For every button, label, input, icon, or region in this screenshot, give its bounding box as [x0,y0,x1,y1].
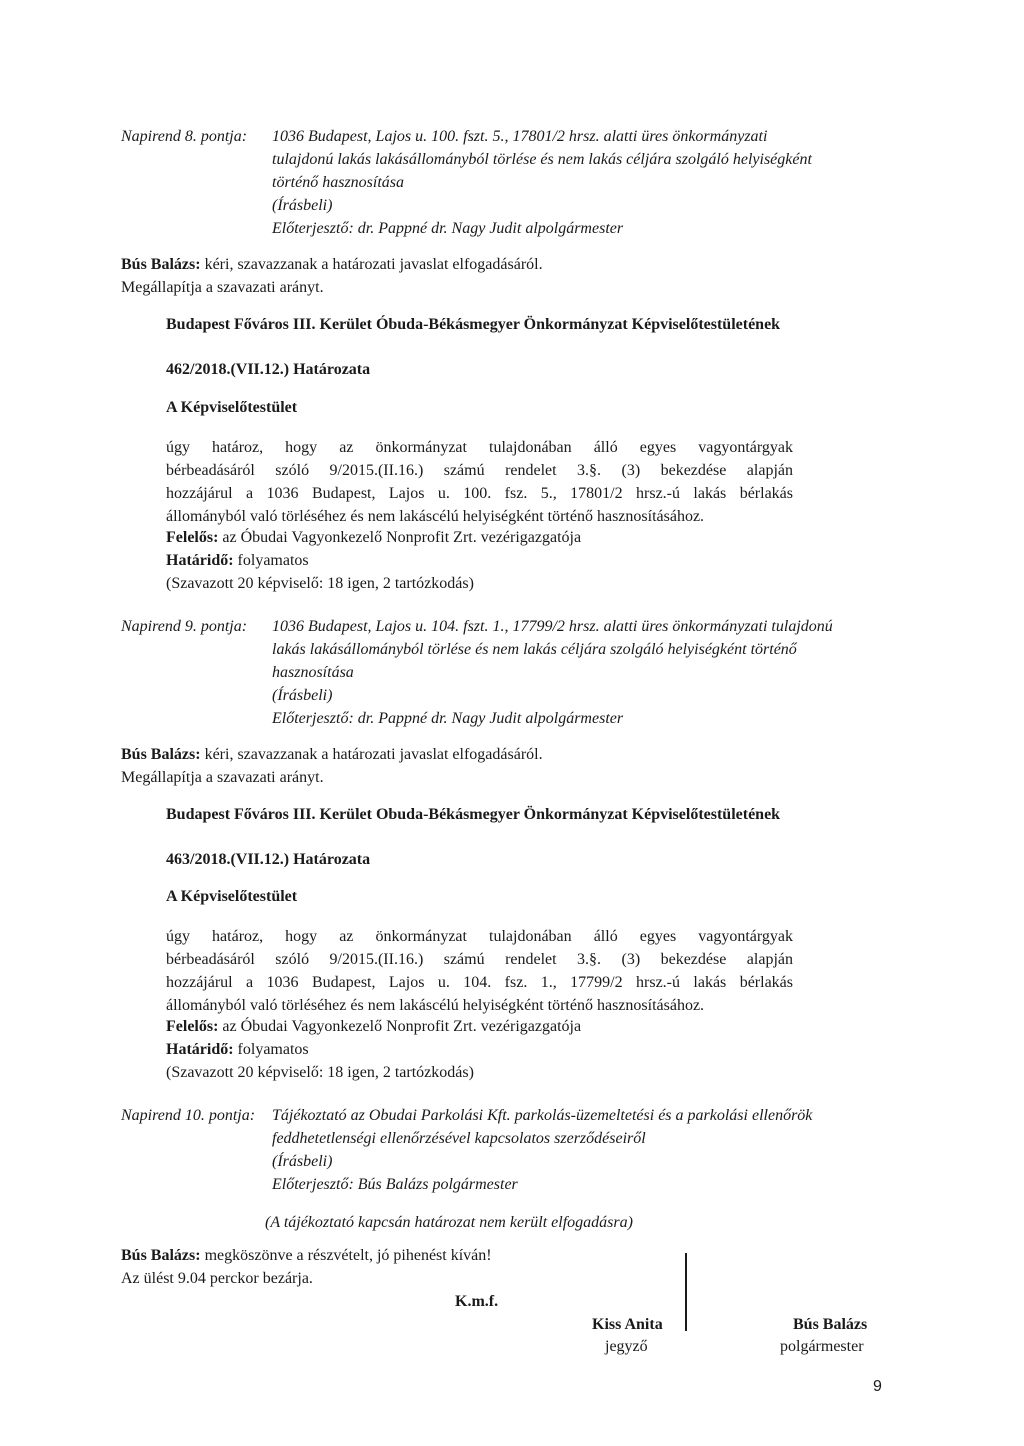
agenda-label: Napirend 8. pontja: [121,128,248,145]
responsible-line [166,529,581,547]
agenda-title-line: Tájékoztató az Obudai Parkolási Kft. parkolás-üzemeltetési és a parkolási ellenőrök [272,1107,813,1124]
deadline-value: folyamatos [237,1041,309,1058]
body-heading: Budapest Főváros III. Kerület Obuda-Békásmegyer Önkormányzat Képviselőtestületének [166,806,781,823]
signer-right-name: Bús Balázs [793,1316,868,1333]
speaker-name: Bús Balázs: [121,1247,201,1264]
speaker-text: kéri, szavazzanak a határozati javaslat elfogadásáról. [204,256,543,273]
vote-result: (Szavazott 20 képviselő: 18 igen, 2 tartózkodás) [166,1064,474,1081]
signer-right-title: polgármester [780,1338,864,1355]
decision-line: állományból való törléséhez és nem lakáscélú helyiségként történő hasznosításához. [166,508,705,525]
resolution-number: 462/2018.(VII.12.) Határozata [166,361,371,378]
body-heading: Budapest Főváros III. Kerület Óbuda-Békásmegyer Önkormányzat Képviselőtestületének [166,316,781,333]
council-heading: A Képviselőtestület [166,888,298,905]
resolution-number: 463/2018.(VII.12.) Határozata [166,851,371,868]
item-note: (A tájékoztató kapcsán határozat nem került elfogadásra) [265,1214,633,1231]
council-heading: A Képviselőtestület [166,399,298,416]
vote-result: (Szavazott 20 képviselő: 18 igen, 2 tartózkodás) [166,575,474,592]
vote-note: Megállapítja a szavazati arányt. [121,279,324,296]
closing-line: Az ülést 9.04 perckor bezárja. [121,1270,313,1287]
agenda-title-line: 1036 Budapest, Lajos u. 100. fszt. 5., 17801/2 hrsz. alatti üres önkormányzati [272,128,768,145]
presenter: Előterjesztő: dr. Pappné dr. Nagy Judit alpolgármester [272,710,624,727]
signer-left-name: Kiss Anita [592,1316,663,1333]
speaker-line [121,256,543,274]
speaker-text: megköszönve a részvételt, jó pihenést kíván! [204,1247,492,1264]
decision-line: bérbeadásáról szóló 9/2015.(II.16.) számú rendelet 3.§. (3) bekezdése alapján [166,462,793,479]
vote-note: Megállapítja a szavazati arányt. [121,769,324,786]
decision-line: úgy határoz, hogy az önkormányzat tulajdonában álló egyes vagyontárgyak [166,928,793,945]
kmf-label: K.m.f. [455,1293,499,1310]
signature-divider [685,1253,687,1331]
signer-left-title: jegyző [605,1338,648,1355]
speaker-text: kéri, szavazzanak a határozati javaslat elfogadásáról. [204,746,543,763]
agenda-title-line: történő hasznosítása [272,174,405,191]
deadline-line [166,1041,309,1059]
closing-speaker-line [121,1247,492,1265]
decision-line: hozzájárul a 1036 Budapest, Lajos u. 104. fsz. 1., 17799/2 hrsz.-ú lakás bérlakás [166,974,793,991]
written-note: (Írásbeli) [272,1153,333,1170]
deadline-value: folyamatos [237,552,309,569]
speaker-name: Bús Balázs: [121,256,201,273]
responsible-value: az Óbudai Vagyonkezelő Nonprofit Zrt. vezérigazgatója [222,1018,582,1035]
written-note: (Írásbeli) [272,687,333,704]
agenda-label: Napirend 10. pontja: [121,1107,256,1124]
agenda-title-line: tulajdonú lakás lakásállományból törlése és nem lakás céljára szolgáló helyiségként [272,151,812,168]
responsible-value: az Óbudai Vagyonkezelő Nonprofit Zrt. vezérigazgatója [222,529,582,546]
decision-line: hozzájárul a 1036 Budapest, Lajos u. 100. fsz. 5., 17801/2 hrsz.-ú lakás bérlakás [166,485,793,502]
deadline-label: Határidő: [166,552,234,569]
agenda-title-line: lakás lakásállományból törlése és nem lakás céljára szolgáló helyiségként történő [272,641,797,658]
page-number: 9 [873,1378,882,1395]
speaker-line [121,746,543,764]
responsible-label: Felelős: [166,1018,219,1035]
presenter: Előterjesztő: dr. Pappné dr. Nagy Judit alpolgármester [272,220,624,237]
agenda-title-line: hasznosítása [272,664,354,681]
speaker-name: Bús Balázs: [121,746,201,763]
deadline-line [166,552,309,570]
agenda-title-line: 1036 Budapest, Lajos u. 104. fszt. 1., 17799/2 hrsz. alatti üres önkormányzati tulajdonú [272,618,833,635]
agenda-label: Napirend 9. pontja: [121,618,248,635]
deadline-label: Határidő: [166,1041,234,1058]
presenter: Előterjesztő: Bús Balázs polgármester [272,1176,518,1193]
written-note: (Írásbeli) [272,197,333,214]
decision-line: bérbeadásáról szóló 9/2015.(II.16.) számú rendelet 3.§. (3) bekezdése alapján [166,951,793,968]
decision-line: állományból való törléséhez és nem lakáscélú helyiségként történő hasznosításához. [166,997,705,1014]
decision-line: úgy határoz, hogy az önkormányzat tulajdonában álló egyes vagyontárgyak [166,439,793,456]
agenda-title-line: feddhetetlenségi ellenőrzésével kapcsolatos szerződéseiről [272,1130,646,1147]
responsible-label: Felelős: [166,529,219,546]
responsible-line [166,1018,581,1036]
